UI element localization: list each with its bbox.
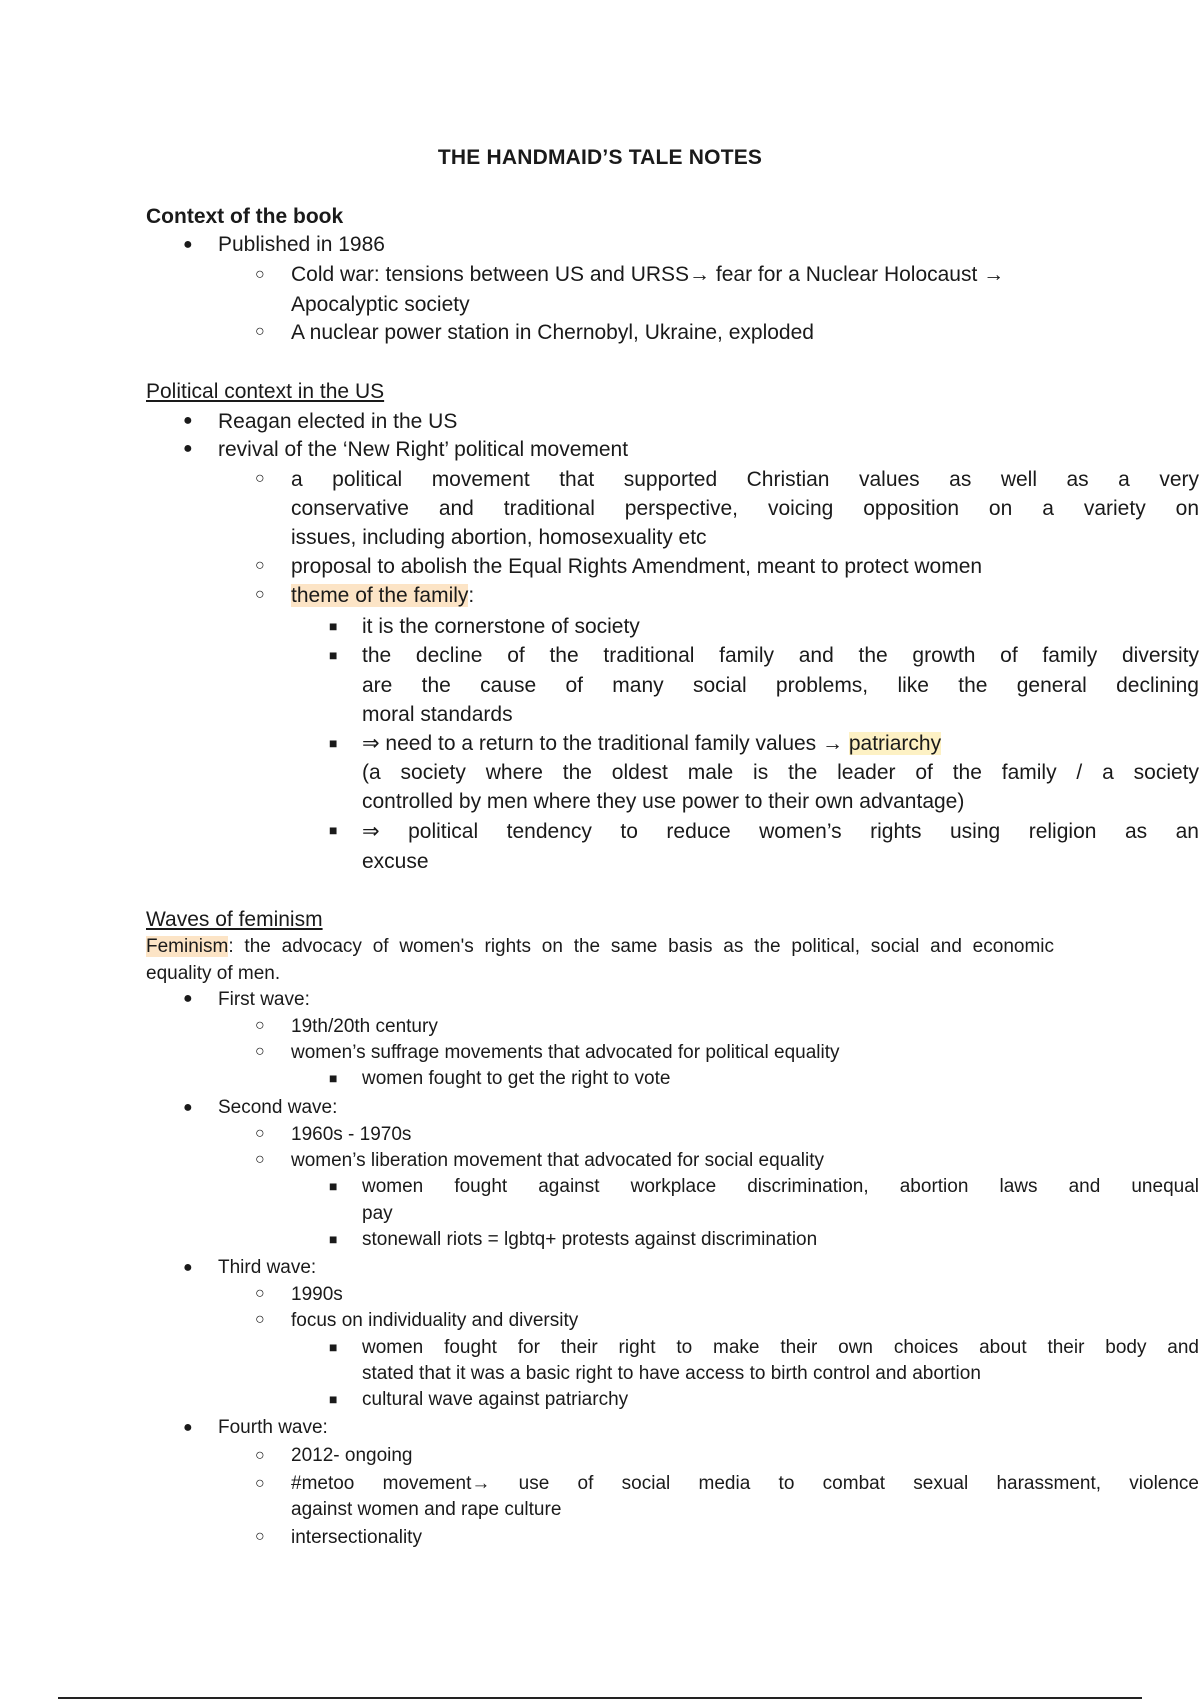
section-heading-waves: Waves of feminism <box>146 908 323 931</box>
list-item: women fought to get the right to vote <box>362 1068 671 1089</box>
square-bullet-icon: ■ <box>329 618 338 634</box>
list-item: revival of the ‘New Right’ political movement <box>218 438 629 461</box>
list-item: Cold war: tensions between US and URSS→ fear for a Nuclear Holocaust → <box>291 263 1005 286</box>
list-item-continuation: conservative and traditional perspective, voicing opposition on a variety on <box>291 497 1199 520</box>
list-item: #metoo movement→ use of social media to combat sexual harassment, violence <box>291 1473 1199 1494</box>
bullet-icon: ● <box>183 1259 193 1276</box>
circle-bullet-icon: ○ <box>255 557 265 574</box>
circle-bullet-icon: ○ <box>255 1017 265 1034</box>
circle-bullet-icon: ○ <box>255 266 265 283</box>
circle-bullet-icon: ○ <box>255 1447 265 1464</box>
square-bullet-icon: ■ <box>329 647 338 663</box>
list-item-continuation: pay <box>362 1203 393 1224</box>
list-item: intersectionality <box>291 1527 422 1548</box>
list-item: women’s suffrage movements that advocated for political equality <box>291 1042 840 1063</box>
circle-bullet-icon: ○ <box>255 1151 265 1168</box>
list-item-continuation: issues, including abortion, homosexuality etc <box>291 526 707 549</box>
square-bullet-icon: ■ <box>329 735 338 751</box>
circle-bullet-icon: ○ <box>255 1311 265 1328</box>
bullet-icon: ● <box>183 1419 193 1436</box>
square-bullet-icon: ■ <box>329 822 338 838</box>
circle-bullet-icon: ○ <box>255 1285 265 1302</box>
circle-bullet-icon: ○ <box>255 470 265 487</box>
list-item <box>362 730 941 758</box>
list-item: ⇒ political tendency to reduce women’s rights using religion as an <box>362 820 1199 843</box>
circle-bullet-icon: ○ <box>255 1125 265 1142</box>
list-item: women’s liberation movement that advocated for social equality <box>291 1150 824 1171</box>
list-item-continuation: are the cause of many social problems, like the general declining <box>362 674 1199 697</box>
list-item: 1960s - 1970s <box>291 1124 412 1145</box>
bullet-icon: ● <box>183 412 193 429</box>
list-item-continuation: moral standards <box>362 703 513 726</box>
list-item: women fought for their right to make their own choices about their body and <box>362 1337 1199 1358</box>
list-item: Fourth wave: <box>218 1417 328 1438</box>
list-item-continuation: excuse <box>362 850 429 873</box>
bullet-icon: ● <box>183 990 193 1007</box>
list-item: cultural wave against patriarchy <box>362 1389 629 1410</box>
list-item-text: ⇒ need to a return to the traditional family values → <box>362 732 849 755</box>
square-bullet-icon: ■ <box>329 1178 338 1194</box>
list-item: Second wave: <box>218 1097 338 1118</box>
highlighted-text: theme of the family <box>291 584 469 607</box>
definition-continuation: equality of men. <box>146 963 281 984</box>
list-item: Reagan elected in the US <box>218 410 458 433</box>
list-item: First wave: <box>218 989 310 1010</box>
list-item: Third wave: <box>218 1257 317 1278</box>
list-item: the decline of the traditional family and the growth of family diversity <box>362 644 1199 667</box>
list-item: 19th/20th century <box>291 1016 438 1037</box>
list-item-continuation: stated that it was a basic right to have access to birth control and abortion <box>362 1363 981 1384</box>
list-item: it is the cornerstone of society <box>362 615 640 638</box>
list-item <box>291 582 474 610</box>
list-item: focus on individuality and diversity <box>291 1310 579 1331</box>
list-item: women fought against workplace discrimination, abortion laws and unequal <box>362 1176 1199 1197</box>
page-bottom-divider <box>58 1697 1142 1699</box>
list-item: Published in 1986 <box>218 233 385 256</box>
circle-bullet-icon: ○ <box>255 1475 265 1492</box>
square-bullet-icon: ■ <box>329 1231 338 1247</box>
circle-bullet-icon: ○ <box>255 1043 265 1060</box>
list-item: a political movement that supported Christian values as well as a very <box>291 468 1199 491</box>
circle-bullet-icon: ○ <box>255 586 265 603</box>
list-item-continuation: controlled by men where they use power to their own advantage) <box>362 790 965 813</box>
list-item: 2012- ongoing <box>291 1445 413 1466</box>
list-item: A nuclear power station in Chernobyl, Ukraine, exploded <box>291 321 814 344</box>
punctuation: : <box>468 584 475 607</box>
definition <box>146 934 1054 960</box>
definition-text: : the advocacy of women's rights on the same basis as the political, social and economic <box>228 936 1054 957</box>
bullet-icon: ● <box>183 236 193 253</box>
list-item-continuation: against women and rape culture <box>291 1499 562 1520</box>
page-title: THE HANDMAID’S TALE NOTES <box>437 146 763 169</box>
bullet-icon: ● <box>183 440 193 457</box>
list-item: 1990s <box>291 1284 343 1305</box>
section-heading-context: Context of the book <box>146 205 344 228</box>
square-bullet-icon: ■ <box>329 1391 338 1407</box>
section-heading-political-context: Political context in the US <box>146 380 385 403</box>
circle-bullet-icon: ○ <box>255 323 265 340</box>
list-item: stonewall riots = lgbtq+ protests against discrimination <box>362 1229 818 1250</box>
square-bullet-icon: ■ <box>329 1339 338 1355</box>
highlighted-text: patriarchy <box>848 732 942 755</box>
bullet-icon: ● <box>183 1099 193 1116</box>
list-item-continuation: (a society where the oldest male is the leader of the family / a society <box>362 761 1199 784</box>
square-bullet-icon: ■ <box>329 1070 338 1086</box>
circle-bullet-icon: ○ <box>255 1528 265 1545</box>
highlighted-term: Feminism <box>146 936 229 957</box>
list-item: proposal to abolish the Equal Rights Amendment, meant to protect women <box>291 555 983 578</box>
list-item-continuation: Apocalyptic society <box>291 293 470 316</box>
